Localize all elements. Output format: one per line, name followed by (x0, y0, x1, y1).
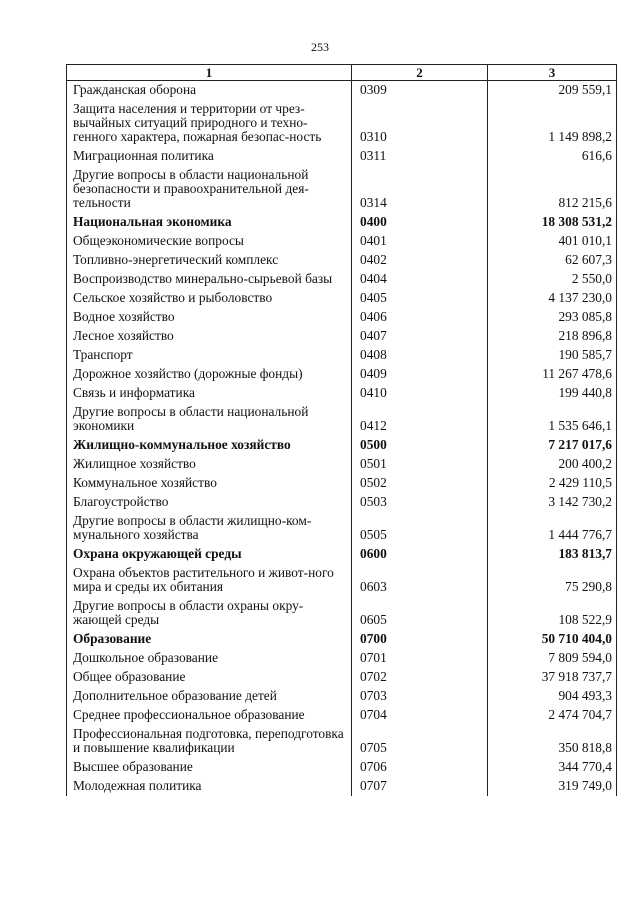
row-name: Гражданская оборона (67, 81, 352, 101)
table-row (67, 327, 617, 346)
row-name: Водное хозяйство (67, 308, 352, 327)
row-name: Охрана окружающей среды (67, 545, 352, 564)
row-name: Образование (67, 630, 352, 649)
row-code: 0702 (352, 668, 488, 687)
row-name: Миграционная политика (67, 147, 352, 166)
row-value: 7 809 594,0 (488, 649, 617, 668)
row-name: Дорожное хозяйство (дорожные фонды) (67, 365, 352, 384)
row-name: Топливно-энергетический комплекс (67, 251, 352, 270)
row-code: 0503 (352, 493, 488, 512)
table-row (67, 147, 617, 166)
row-name: Молодежная политика (67, 777, 352, 796)
row-value: 401 010,1 (488, 232, 617, 251)
table-row (67, 493, 617, 512)
table-row (67, 725, 617, 758)
row-name: Другие вопросы в области охраны окру-жающей среды (67, 597, 352, 630)
row-value: 4 137 230,0 (488, 289, 617, 308)
table-row (67, 474, 617, 493)
row-value: 18 308 531,2 (488, 213, 617, 232)
row-code: 0707 (352, 777, 488, 796)
row-value: 1 444 776,7 (488, 512, 617, 545)
row-name: Благоустройство (67, 493, 352, 512)
row-code: 0705 (352, 725, 488, 758)
row-value: 616,6 (488, 147, 617, 166)
table-row (67, 649, 617, 668)
row-name: Коммунальное хозяйство (67, 474, 352, 493)
row-code: 0703 (352, 687, 488, 706)
header-col-3: 3 (488, 65, 617, 81)
row-name: Жилищно-коммунальное хозяйство (67, 436, 352, 455)
row-name: Транспорт (67, 346, 352, 365)
header-col-1: 1 (67, 65, 352, 81)
row-code: 0407 (352, 327, 488, 346)
table-row (67, 758, 617, 777)
row-name: Дополнительное образование детей (67, 687, 352, 706)
row-value: 209 559,1 (488, 81, 617, 101)
row-code: 0501 (352, 455, 488, 474)
row-code: 0402 (352, 251, 488, 270)
row-value: 2 429 110,5 (488, 474, 617, 493)
row-name: Общее образование (67, 668, 352, 687)
row-value: 200 400,2 (488, 455, 617, 474)
table-row (67, 81, 617, 101)
table-row (67, 564, 617, 597)
row-code: 0401 (352, 232, 488, 251)
table-row (67, 630, 617, 649)
table-body (67, 81, 617, 797)
table-row (67, 166, 617, 213)
row-code: 0505 (352, 512, 488, 545)
table-row (67, 100, 617, 147)
row-name: Связь и информатика (67, 384, 352, 403)
row-code: 0408 (352, 346, 488, 365)
row-code: 0404 (352, 270, 488, 289)
row-name: Воспроизводство минерально-сырьевой базы (67, 270, 352, 289)
table-row (67, 403, 617, 436)
row-name: Среднее профессиональное образование (67, 706, 352, 725)
row-code: 0605 (352, 597, 488, 630)
row-value: 190 585,7 (488, 346, 617, 365)
table-row (67, 251, 617, 270)
row-value: 293 085,8 (488, 308, 617, 327)
table-row (67, 512, 617, 545)
row-code: 0603 (352, 564, 488, 597)
row-name: Лесное хозяйство (67, 327, 352, 346)
row-name: Другие вопросы в области национальной экономики (67, 403, 352, 436)
row-value: 183 813,7 (488, 545, 617, 564)
row-value: 108 522,9 (488, 597, 617, 630)
row-value: 319 749,0 (488, 777, 617, 796)
row-code: 0502 (352, 474, 488, 493)
row-value: 75 290,8 (488, 564, 617, 597)
table-row (67, 687, 617, 706)
row-name: Защита населения и территории от чрез-вычайных ситуаций природного и техно-генного характера, пожарная безопас-ность (67, 100, 352, 147)
row-name: Охрана объектов растительного и живот-ного мира и среды их обитания (67, 564, 352, 597)
table-row (67, 213, 617, 232)
row-value: 350 818,8 (488, 725, 617, 758)
row-code: 0409 (352, 365, 488, 384)
row-code: 0311 (352, 147, 488, 166)
table-row (67, 346, 617, 365)
table-row (67, 706, 617, 725)
budget-table (66, 64, 617, 796)
row-value: 344 770,4 (488, 758, 617, 777)
row-code: 0600 (352, 545, 488, 564)
row-value: 3 142 730,2 (488, 493, 617, 512)
row-name: Дошкольное образование (67, 649, 352, 668)
row-name: Высшее образование (67, 758, 352, 777)
page-number: 253 (311, 40, 329, 54)
row-code: 0410 (352, 384, 488, 403)
table-row (67, 455, 617, 474)
table-row (67, 436, 617, 455)
row-value: 2 550,0 (488, 270, 617, 289)
row-code: 0500 (352, 436, 488, 455)
row-code: 0706 (352, 758, 488, 777)
row-value: 1 149 898,2 (488, 100, 617, 147)
row-code: 0412 (352, 403, 488, 436)
table-row (67, 232, 617, 251)
row-value: 50 710 404,0 (488, 630, 617, 649)
row-value: 7 217 017,6 (488, 436, 617, 455)
table-row (67, 777, 617, 796)
row-name: Сельское хозяйство и рыболовство (67, 289, 352, 308)
row-value: 62 607,3 (488, 251, 617, 270)
row-value: 218 896,8 (488, 327, 617, 346)
row-name: Другие вопросы в области национальной безопасности и правоохранительной дея-тельности (67, 166, 352, 213)
row-name: Национальная экономика (67, 213, 352, 232)
table-row (67, 289, 617, 308)
row-code: 0700 (352, 630, 488, 649)
table-row (67, 668, 617, 687)
row-value: 199 440,8 (488, 384, 617, 403)
row-name: Другие вопросы в области жилищно-ком-мунального хозяйства (67, 512, 352, 545)
row-name: Общеэкономические вопросы (67, 232, 352, 251)
row-code: 0406 (352, 308, 488, 327)
header-col-2: 2 (352, 65, 488, 81)
table-row (67, 597, 617, 630)
row-code: 0310 (352, 100, 488, 147)
row-value: 1 535 646,1 (488, 403, 617, 436)
row-code: 0701 (352, 649, 488, 668)
row-code: 0400 (352, 213, 488, 232)
row-code: 0405 (352, 289, 488, 308)
row-value: 904 493,3 (488, 687, 617, 706)
row-code: 0309 (352, 81, 488, 101)
row-value: 37 918 737,7 (488, 668, 617, 687)
table-row (67, 545, 617, 564)
row-code: 0704 (352, 706, 488, 725)
table-row (67, 270, 617, 289)
table-row (67, 308, 617, 327)
row-code: 0314 (352, 166, 488, 213)
header-row (67, 65, 617, 81)
row-value: 2 474 704,7 (488, 706, 617, 725)
row-name: Профессиональная подготовка, переподготовка и повышение квалификации (67, 725, 352, 758)
row-value: 812 215,6 (488, 166, 617, 213)
row-value: 11 267 478,6 (488, 365, 617, 384)
table-row (67, 384, 617, 403)
table-row (67, 365, 617, 384)
row-name: Жилищное хозяйство (67, 455, 352, 474)
